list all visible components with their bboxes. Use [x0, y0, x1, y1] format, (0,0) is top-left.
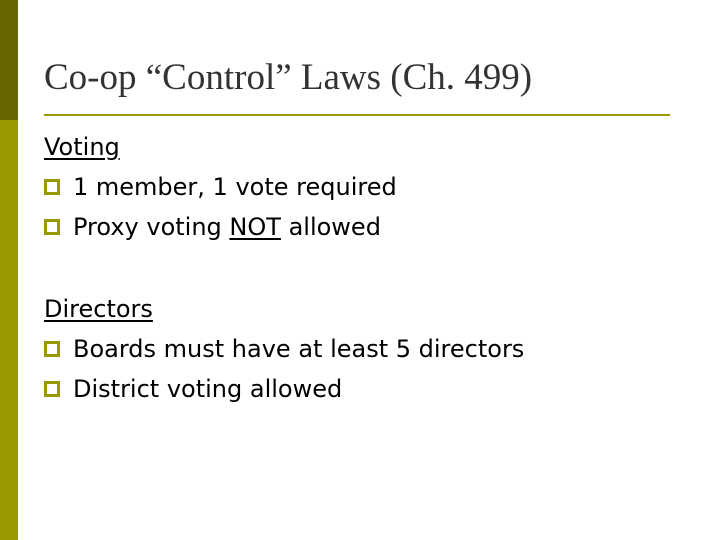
square-bullet-icon: [44, 341, 60, 357]
square-bullet-icon: [44, 179, 60, 195]
square-bullet-icon: [44, 219, 60, 235]
bullet-text-emphasis: NOT: [229, 213, 281, 241]
side-band-bottom: [0, 120, 18, 540]
bullet-text-before: Proxy voting: [73, 213, 230, 241]
slide-title: Co-op “Control” Laws (Ch. 499): [44, 57, 533, 98]
bullet-item: [44, 208, 684, 248]
title-divider: [44, 114, 670, 116]
square-bullet-icon: [44, 381, 60, 397]
section-spacer: [44, 248, 684, 290]
bullet-item: [44, 330, 684, 370]
bullet-text: 1 member, 1 vote required: [73, 173, 397, 201]
section-heading-directors: Directors: [44, 295, 153, 323]
bullet-text: District voting allowed: [73, 375, 343, 403]
bullet-item: [44, 370, 684, 410]
section-heading-voting: Voting: [44, 133, 120, 161]
bullet-text-after: allowed: [280, 213, 381, 241]
bullet-item: [44, 168, 684, 208]
side-band-top: [0, 0, 18, 120]
bullet-text: Boards must have at least 5 directors: [73, 335, 525, 363]
slide-body: [44, 128, 684, 410]
